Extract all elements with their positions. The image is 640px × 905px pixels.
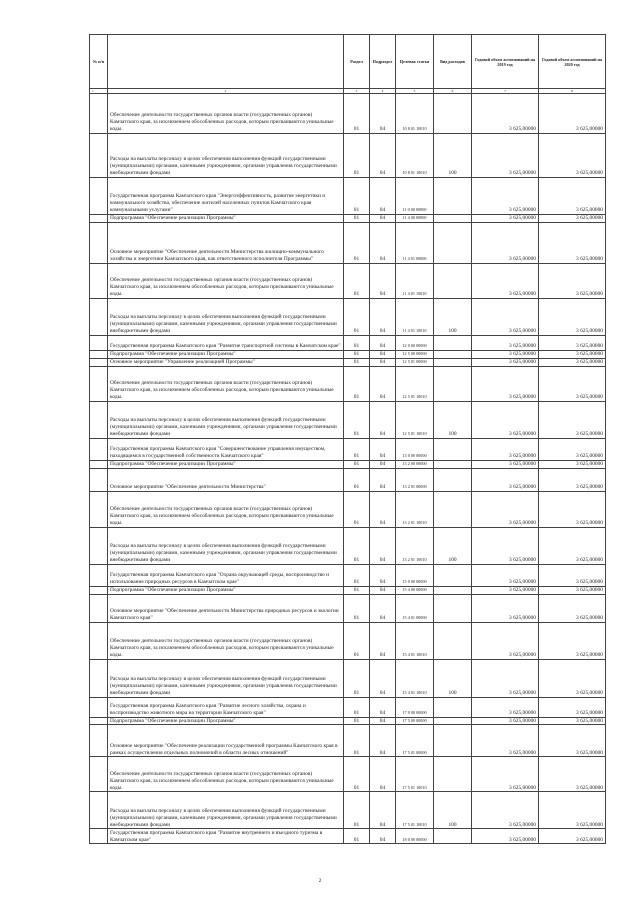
cell-v2020: 3 625,00000 <box>539 564 606 586</box>
cell-num <box>90 468 108 491</box>
cell-v2020: 3 625,00000 <box>539 594 606 622</box>
cell-name: Государственная программа Камчатского края "Развитие транспортной системы в Камчатском крае" <box>108 335 344 350</box>
cell-v2019: 3 625,00000 <box>472 215 539 223</box>
header-num: № п/п <box>90 35 108 89</box>
cell-v2020: 3 625,00000 <box>539 460 606 468</box>
cell-v2020: 3 625,00000 <box>539 586 606 594</box>
cell-v2019: 3 625,00000 <box>472 460 539 468</box>
cell-name: Расходы на выплаты персоналу в целях обеспечения выполнения функций государственными (муниципальными) органами, казенными учреждениями, органами управления государственными внебюджетными фондами <box>108 659 344 697</box>
cell-num <box>90 659 108 697</box>
cell-target: 11 4 01 00000 <box>396 222 434 263</box>
cell-target: 11 4 01 10010 <box>396 298 434 335</box>
table-row <box>90 438 606 460</box>
cell-v2019: 3 625,00000 <box>472 717 539 725</box>
cell-section: 01 <box>344 335 370 350</box>
cell-name: Обеспечение деятельности государственных органов власти (государственных органов) Камчатского края, за исключением обособленных расходов, которым присваиваются уникальные коды. <box>108 263 344 298</box>
cell-name: Основное мероприятие "Обеспечение деятельности Министерства жилищно-коммунального хозяйства и энергетики Камчатского края, как ответственного исполнителя Программы" <box>108 222 344 263</box>
table-row <box>90 659 606 697</box>
cell-num <box>90 564 108 586</box>
cell-section: 01 <box>344 491 370 527</box>
cell-v2019: 3 625,00000 <box>472 594 539 622</box>
cell-v2020: 3 625,00000 <box>539 358 606 366</box>
cell-name: Расходы на выплаты персоналу в целях обеспечения выполнения функций государственными (муниципальными) органами, казенными учреждениями, органами управления государственными внебюджетными фондами <box>108 298 344 335</box>
cell-v2019: 3 625,00000 <box>472 697 539 717</box>
table-row <box>90 350 606 358</box>
table-row <box>90 594 606 622</box>
table-row <box>90 366 606 401</box>
index-cell: 2 <box>108 89 344 94</box>
cell-num <box>90 178 108 215</box>
cell-subsection: 04 <box>370 215 396 223</box>
cell-subsection: 04 <box>370 298 396 335</box>
table-row <box>90 460 606 468</box>
cell-num <box>90 757 108 792</box>
cell-num <box>90 438 108 460</box>
cell-section: 01 <box>344 222 370 263</box>
table-row <box>90 527 606 564</box>
table-row <box>90 222 606 263</box>
cell-num <box>90 350 108 358</box>
cell-target: 11 4 00 00000 <box>396 215 434 223</box>
cell-v2019: 3 625,00000 <box>472 468 539 491</box>
cell-section: 01 <box>344 792 370 829</box>
cell-type <box>434 491 472 527</box>
cell-name: Государственная программа Камчатского края "Развитие внутреннего и въездного туризма в Камчатском крае" <box>108 829 344 844</box>
header-name <box>108 35 344 89</box>
table-row <box>90 717 606 725</box>
cell-v2019: 3 625,00000 <box>472 659 539 697</box>
cell-name: Подпрограмма "Обеспечение реализации Программы" <box>108 215 344 223</box>
cell-section: 01 <box>344 438 370 460</box>
cell-name: Государственная программа Камчатского края "Энергоэффективность, развитие энергетики и коммунального хозяйства, обеспечение жителей населенных пунктов Камчатского края коммунальными услугами" <box>108 178 344 215</box>
cell-v2019: 3 625,00000 <box>472 491 539 527</box>
cell-num <box>90 697 108 717</box>
cell-v2019: 3 625,00000 <box>472 586 539 594</box>
cell-name: Государственная программа Камчатского края "Охрана окружающей среды, воспроизводство и использование природных ресурсов в Камчатском крае" <box>108 564 344 586</box>
cell-section: 01 <box>344 717 370 725</box>
cell-target: 12 5 01 10010 <box>396 401 434 438</box>
page-number: 2 <box>318 878 322 884</box>
cell-subsection: 04 <box>370 134 396 178</box>
table-row <box>90 564 606 586</box>
cell-subsection: 04 <box>370 468 396 491</box>
table-row <box>90 134 606 178</box>
cell-v2019: 3 625,00000 <box>472 829 539 844</box>
table-row <box>90 298 606 335</box>
table-row <box>90 358 606 366</box>
cell-v2020: 3 625,00000 <box>539 215 606 223</box>
cell-section: 01 <box>344 659 370 697</box>
cell-target: 17 5 01 10010 <box>396 757 434 792</box>
cell-v2020: 3 625,00000 <box>539 829 606 844</box>
cell-v2019: 3 625,00000 <box>472 725 539 757</box>
cell-v2019: 3 625,00000 <box>472 222 539 263</box>
cell-subsection: 04 <box>370 586 396 594</box>
cell-type <box>434 460 472 468</box>
cell-v2019: 3 625,00000 <box>472 298 539 335</box>
cell-type <box>434 468 472 491</box>
cell-num <box>90 527 108 564</box>
cell-subsection: 04 <box>370 401 396 438</box>
cell-num <box>90 594 108 622</box>
cell-target: 13 2 00 00000 <box>396 460 434 468</box>
cell-target: 13 2 01 10010 <box>396 527 434 564</box>
cell-name: Подпрограмма "Обеспечение реализации Программы" <box>108 350 344 358</box>
cell-type <box>434 586 472 594</box>
cell-v2019: 3 625,00000 <box>472 350 539 358</box>
table-row <box>90 215 606 223</box>
index-cell: 3 <box>344 89 370 94</box>
cell-subsection: 04 <box>370 622 396 659</box>
cell-v2020: 3 625,00000 <box>539 697 606 717</box>
cell-section: 01 <box>344 178 370 215</box>
cell-target: 11 0 00 00000 <box>396 178 434 215</box>
cell-num <box>90 358 108 366</box>
cell-name: Расходы на выплаты персоналу в целях обеспечения выполнения функций государственными (муниципальными) органами, казенными учреждениями, органами управления государственными внебюджетными фондами <box>108 134 344 178</box>
cell-v2020: 3 625,00000 <box>539 401 606 438</box>
cell-target: 12 0 00 00000 <box>396 335 434 350</box>
cell-type: 100 <box>434 527 472 564</box>
table-row <box>90 178 606 215</box>
cell-subsection: 04 <box>370 178 396 215</box>
cell-num <box>90 335 108 350</box>
cell-section: 01 <box>344 215 370 223</box>
cell-type: 100 <box>434 401 472 438</box>
cell-type: 100 <box>434 298 472 335</box>
cell-target: 15 4 01 10010 <box>396 622 434 659</box>
cell-subsection: 04 <box>370 335 396 350</box>
cell-v2019: 3 625,00000 <box>472 792 539 829</box>
cell-subsection: 04 <box>370 527 396 564</box>
cell-name: Государственная программа Камчатского края "Развитие лесного хозяйства, охрана и воспроизводство животного мира на территории Камчатского края" <box>108 697 344 717</box>
header-section: Раздел <box>344 35 370 89</box>
cell-num <box>90 792 108 829</box>
cell-type <box>434 622 472 659</box>
cell-v2020: 3 625,00000 <box>539 757 606 792</box>
cell-name: Основное мероприятие "Обеспечение реализации государственной программы Камчатского края в рамках осуществления отдельных полномочий в области лесных отношений" <box>108 725 344 757</box>
cell-section: 01 <box>344 134 370 178</box>
cell-num <box>90 298 108 335</box>
cell-target: 17 0 00 00000 <box>396 697 434 717</box>
cell-v2020: 3 625,00000 <box>539 178 606 215</box>
cell-target: 13 0 00 00000 <box>396 438 434 460</box>
table-row <box>90 491 606 527</box>
cell-v2020: 3 625,00000 <box>539 468 606 491</box>
cell-v2019: 3 625,00000 <box>472 622 539 659</box>
cell-type <box>434 215 472 223</box>
cell-v2019: 3 625,00000 <box>472 335 539 350</box>
cell-target: 15 4 01 10010 <box>396 659 434 697</box>
header-target: Целевая статья <box>396 35 434 89</box>
cell-name: Расходы на выплаты персоналу в целях обеспечения выполнения функций государственными (муниципальными) органами, казенными учреждениями, органами управления государственными внебюджетными фондами <box>108 527 344 564</box>
table-row <box>90 401 606 438</box>
cell-section: 01 <box>344 366 370 401</box>
cell-num <box>90 94 108 134</box>
cell-target: 12 5 01 10010 <box>396 366 434 401</box>
cell-name: Подпрограмма "Обеспечение реализации Программы" <box>108 586 344 594</box>
cell-target: 10 8 01 10010 <box>396 134 434 178</box>
cell-subsection: 04 <box>370 697 396 717</box>
table-row <box>90 757 606 792</box>
cell-subsection: 04 <box>370 358 396 366</box>
cell-num <box>90 215 108 223</box>
cell-name: Основное мероприятие "Обеспечение деятельности Министерства природных ресурсов и экологии Камчатского края" <box>108 594 344 622</box>
cell-section: 01 <box>344 460 370 468</box>
cell-type: 100 <box>434 134 472 178</box>
cell-target: 17 5 00 00000 <box>396 717 434 725</box>
cell-v2020: 3 625,00000 <box>539 659 606 697</box>
cell-v2020: 3 625,00000 <box>539 438 606 460</box>
cell-name: Основное мероприятие "Обеспечение деятельности Министерства" <box>108 468 344 491</box>
cell-v2020: 3 625,00000 <box>539 298 606 335</box>
table-row <box>90 792 606 829</box>
cell-num <box>90 829 108 844</box>
index-cell: 4 <box>370 89 396 94</box>
header-subsection: Подраздел <box>370 35 396 89</box>
cell-subsection: 04 <box>370 659 396 697</box>
header-vol-2019: Годовой объем ассигнований на 2019 год <box>472 35 539 89</box>
cell-v2020: 3 625,00000 <box>539 366 606 401</box>
cell-v2020: 3 625,00000 <box>539 792 606 829</box>
cell-type: 100 <box>434 659 472 697</box>
cell-type <box>434 757 472 792</box>
header-vol-2020: Годовой объем ассигнований на 2020 год <box>539 35 606 89</box>
cell-num <box>90 134 108 178</box>
cell-v2020: 3 625,00000 <box>539 717 606 725</box>
cell-subsection: 04 <box>370 94 396 134</box>
cell-num <box>90 717 108 725</box>
cell-section: 01 <box>344 725 370 757</box>
cell-target: 11 4 01 10010 <box>396 263 434 298</box>
cell-target: 15 0 00 00000 <box>396 564 434 586</box>
cell-section: 01 <box>344 564 370 586</box>
cell-v2019: 3 625,00000 <box>472 438 539 460</box>
cell-type <box>434 358 472 366</box>
cell-v2019: 3 625,00000 <box>472 564 539 586</box>
table-row <box>90 829 606 844</box>
cell-v2019: 3 625,00000 <box>472 178 539 215</box>
cell-name: Обеспечение деятельности государственных органов власти (государственных органов) Камчатского края, за исключением обособленных расходов, которым присваиваются уникальные коды. <box>108 94 344 134</box>
cell-num <box>90 460 108 468</box>
cell-section: 01 <box>344 263 370 298</box>
cell-section: 01 <box>344 468 370 491</box>
table-body <box>90 94 606 844</box>
cell-v2020: 3 625,00000 <box>539 134 606 178</box>
cell-target: 13 2 01 10010 <box>396 491 434 527</box>
cell-target: 12 5 01 00000 <box>396 358 434 366</box>
cell-target: 18 0 00 00000 <box>396 829 434 844</box>
table-row <box>90 335 606 350</box>
cell-name: Обеспечение деятельности государственных органов власти (государственных органов) Камчатского края, за исключением обособленных расходов, которым присваиваются уникальные коды. <box>108 757 344 792</box>
cell-type <box>434 94 472 134</box>
index-cell: 5 <box>396 89 434 94</box>
cell-num <box>90 725 108 757</box>
cell-section: 01 <box>344 350 370 358</box>
cell-v2020: 3 625,00000 <box>539 222 606 263</box>
header-expense-type: Вид расходов <box>434 35 472 89</box>
cell-type <box>434 564 472 586</box>
cell-v2020: 3 625,00000 <box>539 725 606 757</box>
cell-num <box>90 263 108 298</box>
index-cell: 7 <box>472 89 539 94</box>
cell-subsection: 04 <box>370 438 396 460</box>
cell-type <box>434 697 472 717</box>
cell-subsection: 04 <box>370 757 396 792</box>
cell-v2019: 3 625,00000 <box>472 134 539 178</box>
cell-section: 01 <box>344 94 370 134</box>
cell-target: 17 5 01 10010 <box>396 792 434 829</box>
cell-type <box>434 178 472 215</box>
cell-num <box>90 366 108 401</box>
cell-type <box>434 335 472 350</box>
table-row <box>90 94 606 134</box>
cell-subsection: 04 <box>370 460 396 468</box>
cell-type <box>434 263 472 298</box>
cell-type <box>434 350 472 358</box>
table-row <box>90 586 606 594</box>
cell-subsection: 04 <box>370 829 396 844</box>
cell-name: Обеспечение деятельности государственных органов власти (государственных органов) Камчатского края, за исключением обособленных расходов, которым присваиваются уникальные коды. <box>108 622 344 659</box>
cell-subsection: 04 <box>370 263 396 298</box>
index-cell: 1 <box>90 89 108 94</box>
cell-v2020: 3 625,00000 <box>539 263 606 298</box>
cell-num <box>90 586 108 594</box>
cell-name: Обеспечение деятельности государственных органов власти (государственных органов) Камчатского края, за исключением обособленных расходов, которым присваиваются уникальные коды. <box>108 366 344 401</box>
cell-section: 01 <box>344 829 370 844</box>
cell-num <box>90 222 108 263</box>
cell-v2019: 3 625,00000 <box>472 263 539 298</box>
table-row <box>90 697 606 717</box>
cell-name: Расходы на выплаты персоналу в целях обеспечения выполнения функций государственными (муниципальными) органами, казенными учреждениями, органами управления государственными внебюджетными фондами <box>108 401 344 438</box>
cell-subsection: 04 <box>370 350 396 358</box>
cell-v2019: 3 625,00000 <box>472 757 539 792</box>
cell-name: Обеспечение деятельности государственных органов власти (государственных органов) Камчатского края, за исключением обособленных расходов, которым присваиваются уникальные коды. <box>108 491 344 527</box>
budget-table <box>89 34 606 844</box>
cell-v2019: 3 625,00000 <box>472 358 539 366</box>
header-row <box>90 35 606 89</box>
index-cell: 8 <box>539 89 606 94</box>
cell-type <box>434 222 472 263</box>
cell-subsection: 04 <box>370 366 396 401</box>
cell-target: 15 4 00 00000 <box>396 586 434 594</box>
cell-name: Расходы на выплаты персоналу в целях обеспечения выполнения функций государственными (муниципальными) органами, казенными учреждениями, органами управления государственными внебюджетными фондами <box>108 792 344 829</box>
cell-num <box>90 622 108 659</box>
cell-v2020: 3 625,00000 <box>539 335 606 350</box>
cell-subsection: 04 <box>370 594 396 622</box>
cell-section: 01 <box>344 298 370 335</box>
cell-v2020: 3 625,00000 <box>539 350 606 358</box>
cell-name: Государственная программа Камчатского края "Совершенствование управления имуществом, находящимся в государственной собственности Камчатского края" <box>108 438 344 460</box>
cell-v2020: 3 625,00000 <box>539 527 606 564</box>
cell-type <box>434 594 472 622</box>
cell-subsection: 04 <box>370 725 396 757</box>
cell-v2019: 3 625,00000 <box>472 366 539 401</box>
cell-type <box>434 438 472 460</box>
cell-subsection: 04 <box>370 792 396 829</box>
cell-name: Подпрограмма "Обеспечение реализации Программы" <box>108 717 344 725</box>
cell-v2020: 3 625,00000 <box>539 622 606 659</box>
cell-section: 01 <box>344 697 370 717</box>
cell-name: Подпрограмма "Обеспечение реализации Программы" <box>108 460 344 468</box>
cell-section: 01 <box>344 586 370 594</box>
cell-v2019: 3 625,00000 <box>472 527 539 564</box>
cell-num <box>90 491 108 527</box>
cell-section: 01 <box>344 401 370 438</box>
cell-subsection: 04 <box>370 717 396 725</box>
index-cell: 6 <box>434 89 472 94</box>
cell-section: 01 <box>344 594 370 622</box>
cell-v2019: 3 625,00000 <box>472 401 539 438</box>
cell-target: 15 4 01 00000 <box>396 594 434 622</box>
cell-section: 01 <box>344 757 370 792</box>
cell-num <box>90 401 108 438</box>
cell-section: 01 <box>344 527 370 564</box>
cell-type <box>434 725 472 757</box>
cell-type <box>434 366 472 401</box>
cell-target: 17 5 01 00000 <box>396 725 434 757</box>
cell-section: 01 <box>344 622 370 659</box>
cell-v2019: 3 625,00000 <box>472 94 539 134</box>
cell-target: 10 8 01 10010 <box>396 94 434 134</box>
table-row <box>90 468 606 491</box>
table-row <box>90 263 606 298</box>
cell-v2020: 3 625,00000 <box>539 491 606 527</box>
cell-type <box>434 829 472 844</box>
table-row <box>90 725 606 757</box>
cell-name: Основное мероприятие "Управление реализацией Программы" <box>108 358 344 366</box>
cell-subsection: 04 <box>370 222 396 263</box>
cell-section: 01 <box>344 358 370 366</box>
cell-target: 12 5 00 00000 <box>396 350 434 358</box>
cell-type <box>434 717 472 725</box>
cell-v2020: 3 625,00000 <box>539 94 606 134</box>
cell-target: 13 2 01 00000 <box>396 468 434 491</box>
cell-subsection: 04 <box>370 491 396 527</box>
cell-subsection: 04 <box>370 564 396 586</box>
cell-type: 100 <box>434 792 472 829</box>
table-row <box>90 622 606 659</box>
